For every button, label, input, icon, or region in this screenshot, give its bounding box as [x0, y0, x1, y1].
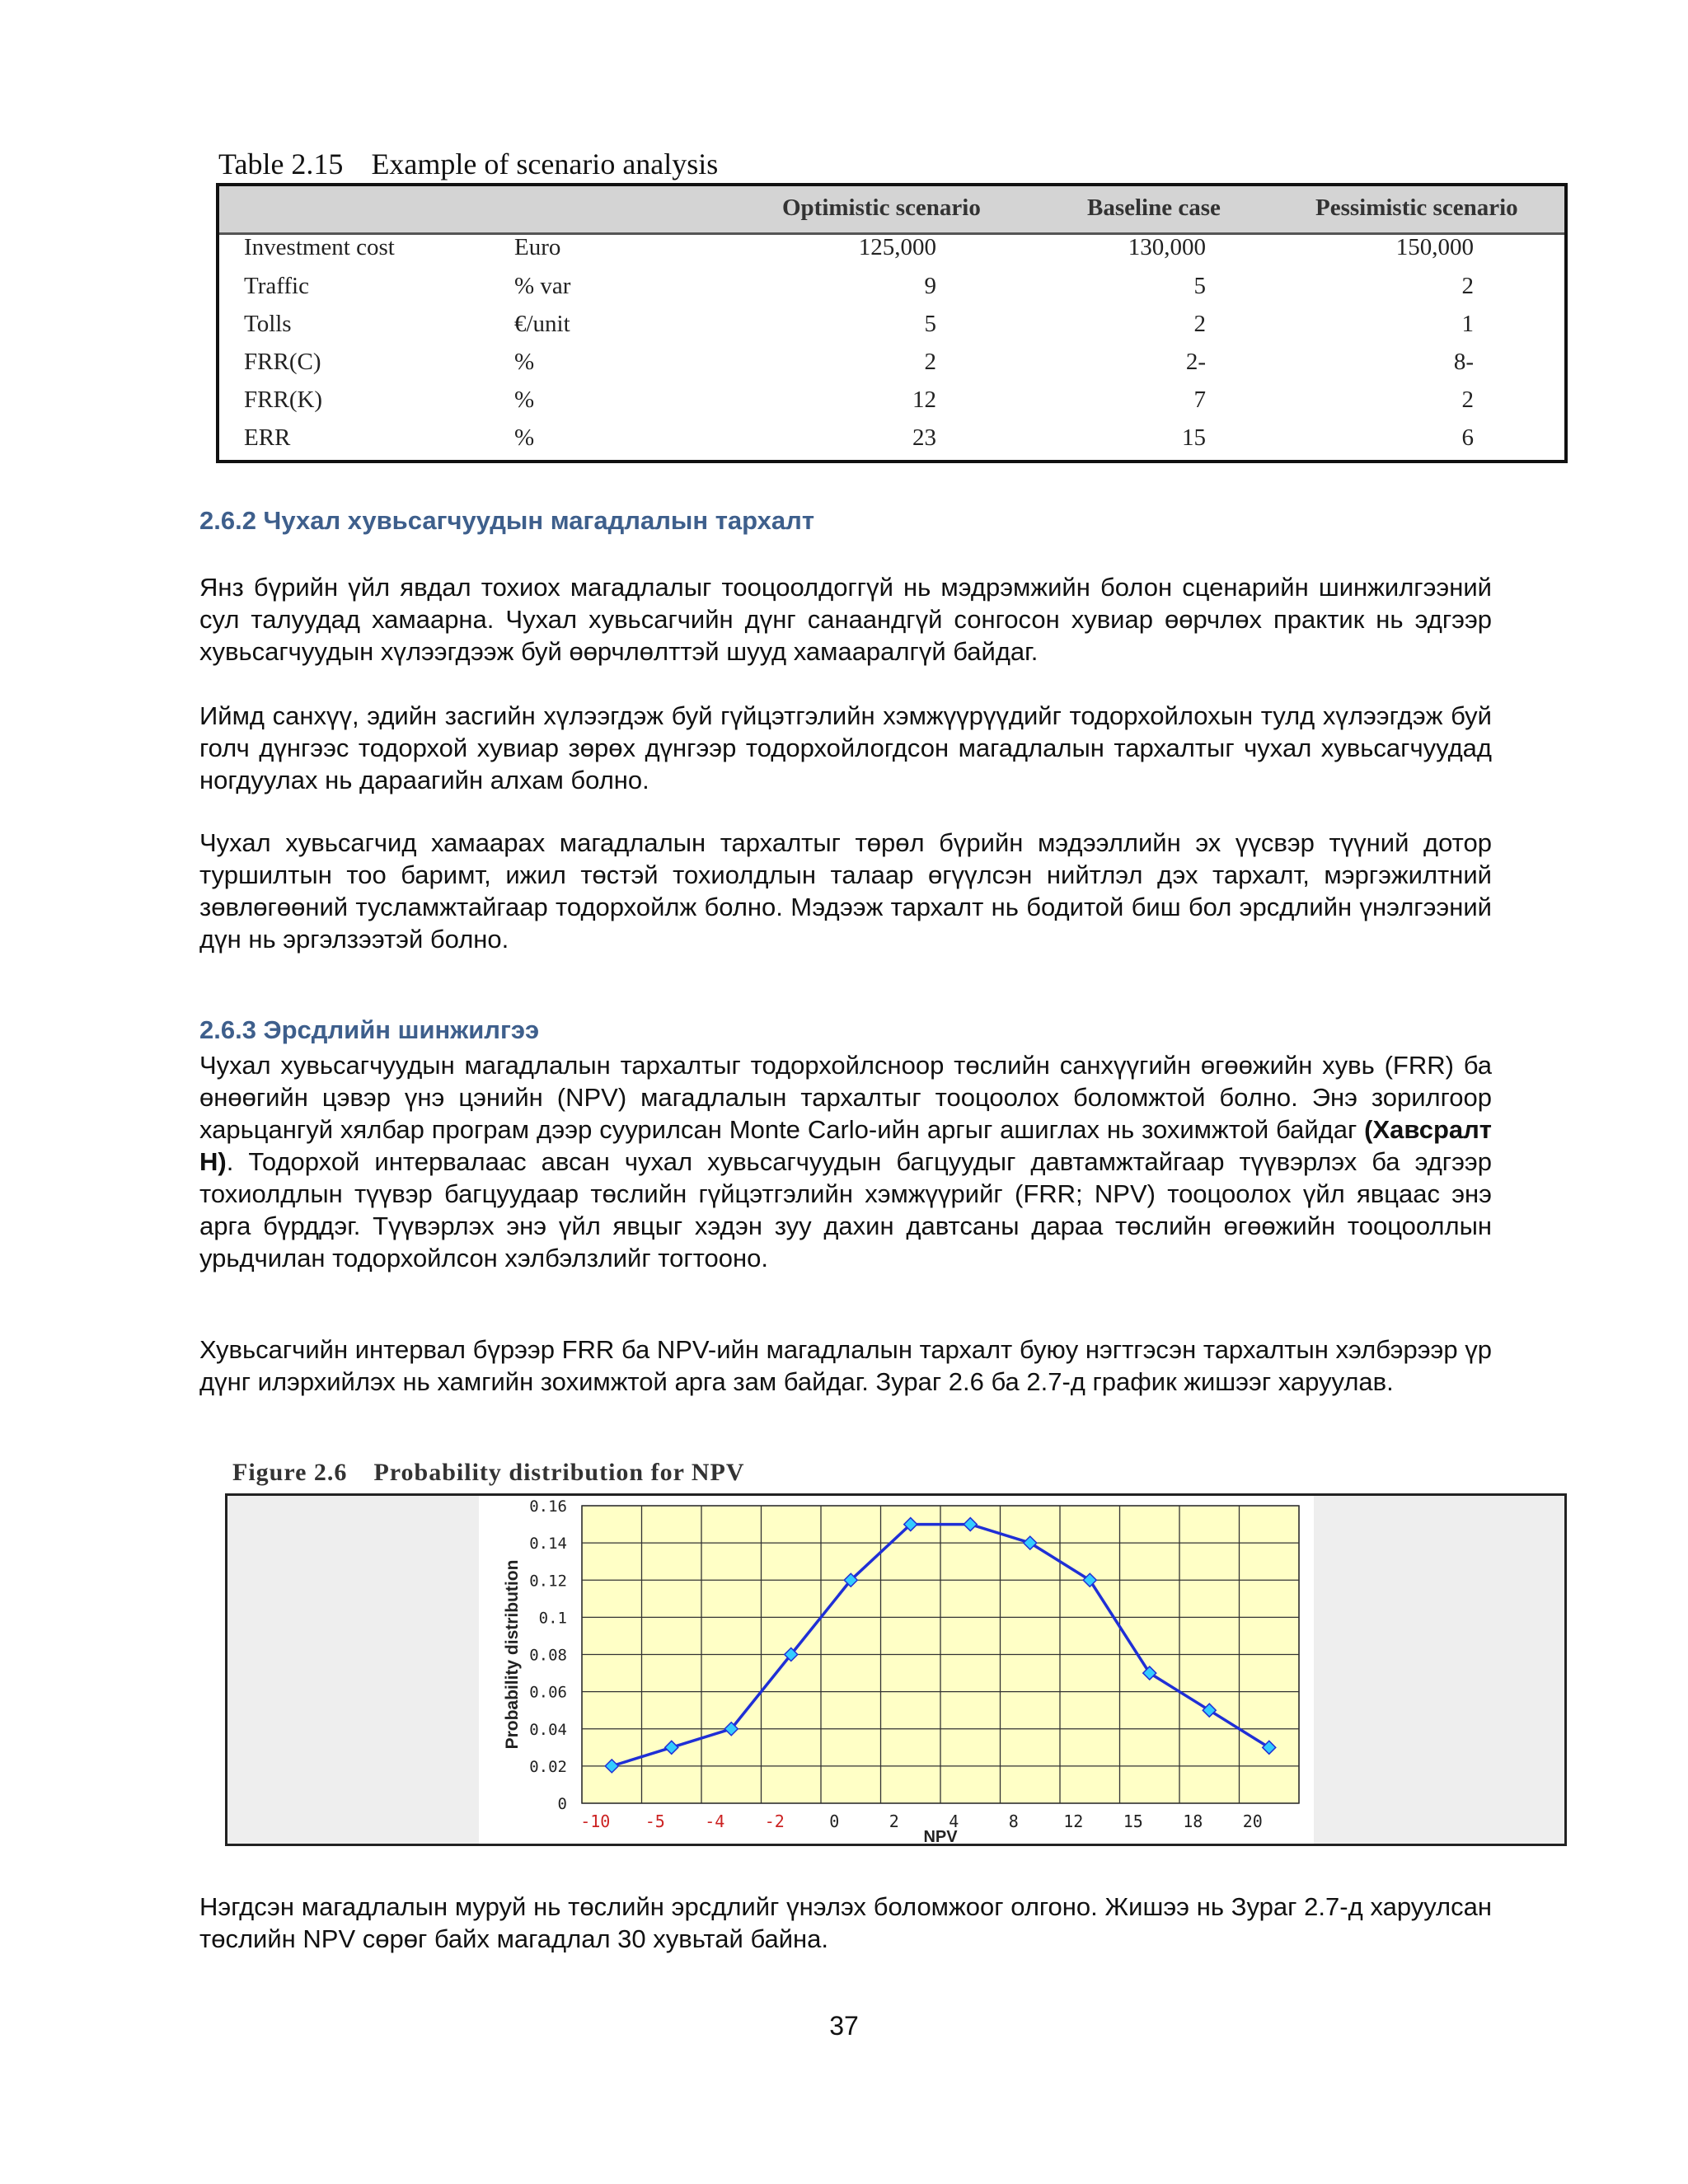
paragraph-text: Чухал хувьсагчуудын магадлалын тархалтыг тодорхойлсноор төслийн санхүүгийн өгөөжийн хувь (FRR) ба өнөөгийн цэвэр үнэ цэнийн (NPV) магадлалын тархалтыг тооцоолох боломжтой болно. Энэ зорилгоор харьцангуй хялбар програм дээр суурилсан Monte Carlo-ийн аргыг ашиглах нь зохимжтой байдаг [199, 1051, 1492, 1144]
paragraph: Нэгдсэн магадлалын муруй нь төслийн эрсдлийг үнэлэх боломжоог олгоно. Жишээ нь Зураг 2.7-д харуулсан төслийн NPV сөрөг байх магадлал 30 хувьтай байна. [199, 1892, 1492, 1953]
y-tick-label: 0.06 [529, 1683, 567, 1702]
chart-canvas [227, 1496, 1564, 1844]
y-tick-label: 0 [557, 1795, 567, 1813]
row-label: Investment cost [244, 234, 395, 260]
y-tick-label: 0.14 [529, 1535, 567, 1554]
chart-side-panel-right [1314, 1496, 1564, 1844]
x-tick-label: -5 [645, 1811, 665, 1831]
row-label: Tolls [244, 311, 292, 337]
figure-label: Figure 2.6 [232, 1459, 348, 1486]
y-axis-title: Probability distribution [503, 1559, 522, 1750]
section-heading-2-6-2: 2.6.2 Чухал хувьсагчуудын магадлалын тархалт [199, 506, 815, 535]
row-unit: % [514, 349, 535, 375]
row-unit: Euro [514, 234, 561, 260]
y-tick-label: 0.16 [529, 1497, 567, 1516]
table-row: FRR(K) % 12 7 2 [244, 387, 1474, 413]
x-tick-label: -10 [580, 1811, 611, 1831]
figure-title: Probability distribution for NPV [373, 1459, 745, 1486]
x-tick-label: 20 [1242, 1811, 1263, 1831]
row-unit: €/unit [514, 311, 570, 337]
table-header-row [219, 186, 1564, 235]
table-row: Tolls €/unit 5 2 1 [244, 311, 1474, 337]
npv-chart [225, 1493, 1567, 1846]
page-number: 37 [829, 2011, 859, 2041]
y-tick-label: 0.08 [529, 1646, 567, 1665]
x-tick-label: -4 [705, 1811, 725, 1831]
table-row: Traffic % var 9 5 2 [244, 273, 1474, 299]
y-tick-label: 0.12 [529, 1572, 567, 1591]
col-header-pessimistic: Pessimistic scenario [1315, 194, 1518, 221]
appendix-reference: (Хавсралт Н) [199, 1115, 1492, 1176]
row-unit: % [514, 424, 535, 451]
x-tick-label: 12 [1063, 1811, 1084, 1831]
section-heading-2-6-3: 2.6.3 Эрсдлийн шинжилгээ [199, 1015, 540, 1044]
row-label: Traffic [244, 273, 309, 299]
table-label: Table 2.15 [218, 148, 344, 180]
y-tick-label: 0.02 [529, 1757, 567, 1776]
paragraph: Янз бүрийн үйл явдал тохиох магадлалыг тооцоолдоггүй нь мэдрэмжийн болон сценарийн шинжилгээний сул талуудад хамаарна. Чухал хувьсагчийн дүнг санаандгүй сонгосон хувиар өөрчлөх практик нь эдгээр хувьсагчуудын хүлээгдээж буй өөрчлөлттэй шууд хамааралгүй байдаг. [199, 573, 1492, 666]
table-row: Investment cost Euro 125,000 130,000 150,000 [244, 234, 1474, 260]
row-label: FRR(K) [244, 387, 323, 413]
col-header-baseline: Baseline case [1087, 194, 1221, 221]
x-axis-title: NPV [923, 1828, 958, 1844]
x-tick-label: 8 [1008, 1811, 1019, 1831]
chart-side-panel-left [227, 1496, 479, 1844]
x-tick-label: 2 [889, 1811, 899, 1831]
x-tick-label: 0 [829, 1811, 840, 1831]
paragraph: Иймд санхүү, эдийн засгийн хүлээгдэж буй гүйцэтгэлийн хэмжүүрүүдийг тодорхойлохын тулд хүлээгдэж буй голч дүнгээс тодорхой хувиар зөрөх дүнгээр тодорхойлогдсон магадлалын тархалтыг чухал хувьсагчуудад ногдуулах нь дараагийн алхам болно. [199, 701, 1492, 794]
row-unit: % var [514, 273, 571, 299]
table-title: Example of scenario analysis [371, 148, 719, 180]
col-header-optimistic: Optimistic scenario [782, 194, 981, 221]
paragraph: Чухал хувьсагчид хамаарах магадлалын тархалтыг төрөл бүрийн мэдээллийн эх үүсвэр түүний дотор туршилтын тоо баримт, ижил төстэй тохиолдлын талаар өгүүлсэн нийтлэл дэх тархалт, мэргэжилтний зөвлөгөөний тусламжтайгаар тодорхойлж болно. Мэдээж тархалт нь бодитой биш бол эрсдлийн үнэлгээний дүн нь эргэлзээтэй болно. [199, 828, 1492, 954]
table-caption [218, 147, 718, 181]
paragraph: Хувьсагчийн интервал бүрээр FRR ба NPV-ийн магадлалын тархалт буюу нэгтгэсэн тархалтын хэлбэрээр үр дүнг илэрхийлэх нь хамгийн зохимжтой арга зам байдаг. Зураг 2.6 ба 2.7-д график жишээг харуулав. [199, 1335, 1492, 1396]
x-tick-label: 4 [949, 1811, 959, 1831]
scenario-table [216, 183, 1568, 463]
y-tick-label: 0.04 [529, 1720, 567, 1739]
y-tick-label: 0.1 [538, 1609, 567, 1628]
x-tick-label: -2 [764, 1811, 785, 1831]
row-label: FRR(C) [244, 349, 321, 375]
table-row: FRR(C) % 2 -2 -8 [244, 349, 1474, 375]
x-tick-label: 15 [1123, 1811, 1143, 1831]
row-label: ERR [244, 424, 291, 451]
row-unit: % [514, 387, 535, 413]
paragraph [199, 1049, 1492, 1274]
table-row: ERR % 23 15 6 [244, 424, 1474, 451]
paragraph-text: . Тодорхой интервалаас авсан чухал хувьсагчуудын багцуудыг давтамжтайгаар түүвэрлэх ба эдгээр тохиолдлын түүвэр багцуудаар төслийн гүйцэтгэлийн хэмжүүрийг (FRR; NPV) тооцоолох үйл явцаас энэ арга бүрддэг. Түүвэрлэх энэ үйл явцыг хэдэн зуу дахин давтсаны дараа төслийн өгөөжийн тооцооллын урьдчилан тодорхойлсон хэлбэлзлийг тогтооно. [199, 1147, 1492, 1272]
figure-caption [232, 1459, 745, 1487]
x-tick-label: 18 [1183, 1811, 1203, 1831]
